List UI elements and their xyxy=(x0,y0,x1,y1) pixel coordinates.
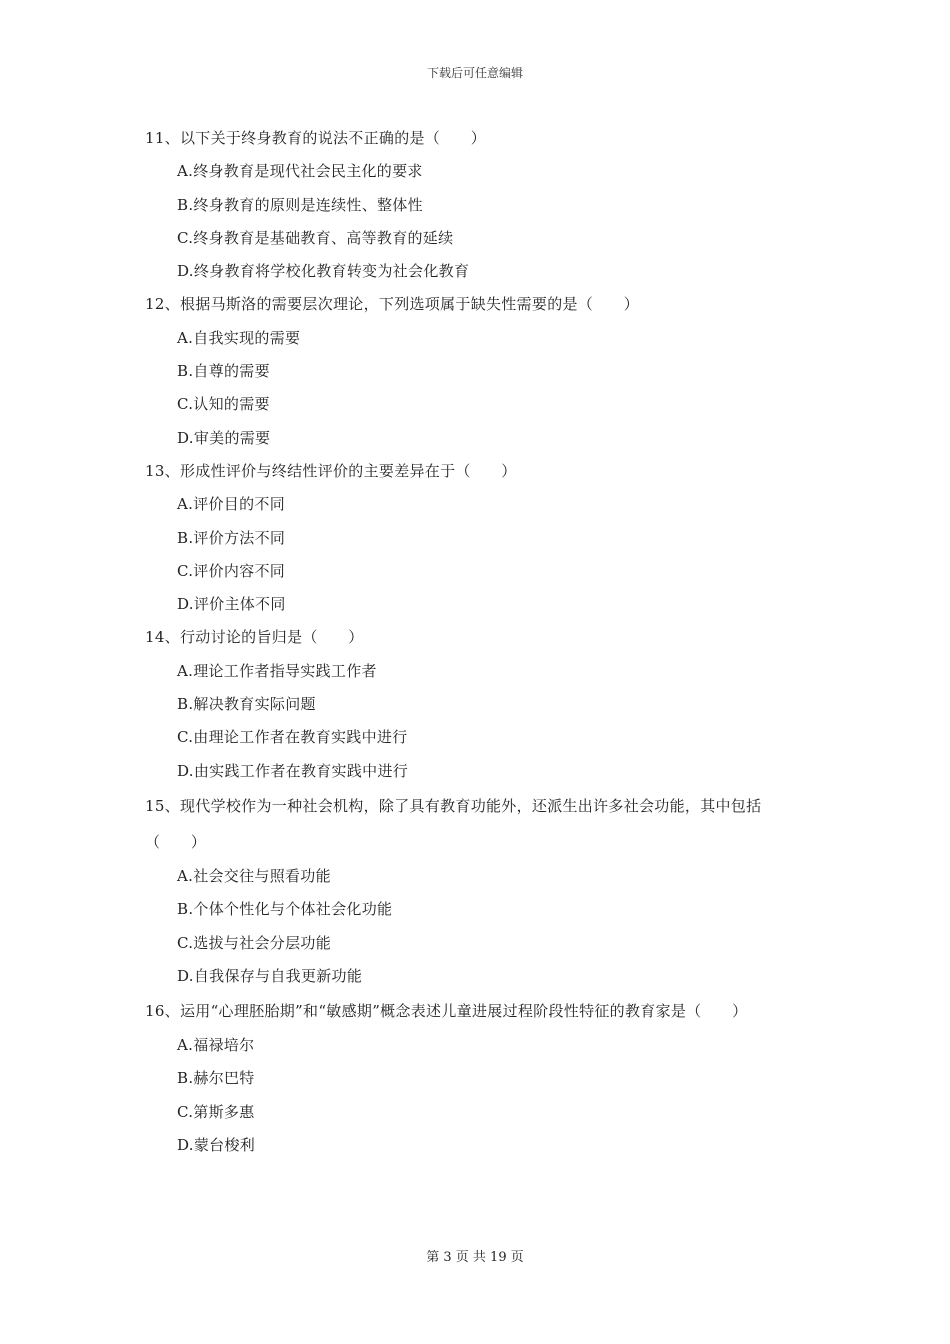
question-stem: 11、以下关于终身教育的说法不正确的是（ ） xyxy=(145,129,486,147)
option-d: D.评价主体不同 xyxy=(177,595,286,614)
option-a: A.福禄培尔 xyxy=(177,1036,255,1055)
question-stem: 16、运用“心理胚胎期”和“敏感期”概念表述儿童进展过程阶段性特征的教育家是（ ） xyxy=(145,1002,748,1021)
question-16 xyxy=(145,993,815,1162)
page-footer: 第 3 页 共 19 页 xyxy=(426,1250,524,1265)
page-header: 下载后可任意编辑 xyxy=(426,66,523,80)
option-c: C.评价内容不同 xyxy=(177,561,286,580)
option-c: C.终身教育是基础教育、高等教育的延续 xyxy=(177,228,454,247)
option-d: D.自我保存与自我更新功能 xyxy=(177,966,363,985)
option-b: B.自尊的需要 xyxy=(177,362,270,381)
option-b: B.赫尔巴特 xyxy=(177,1069,255,1088)
option-a: A.社会交往与照看功能 xyxy=(177,866,331,885)
question-list xyxy=(145,122,815,1162)
option-c: C.认知的需要 xyxy=(177,395,270,414)
option-c: C.选拔与社会分层功能 xyxy=(177,933,332,952)
question-stem: 13、形成性评价与终结性评价的主要差异在于（ ） xyxy=(145,461,517,480)
option-d: D.终身教育将学校化教育转变为社会化教育 xyxy=(177,262,470,281)
option-a: A.自我实现的需要 xyxy=(177,328,301,347)
question-12 xyxy=(145,288,815,454)
question-14 xyxy=(145,621,815,787)
option-c: C.由理论工作者在教育实践中进行 xyxy=(177,728,408,747)
question-13 xyxy=(145,455,815,621)
question-stem: 12、根据马斯洛的需要层次理论，下列选项属于缺失性需要的是（ ） xyxy=(145,295,639,314)
question-11 xyxy=(145,122,815,288)
option-c: C.第斯多惠 xyxy=(177,1102,255,1121)
option-a: A.终身教育是现代社会民主化的要求 xyxy=(177,162,423,181)
question-stem: 15、现代学校作为一种社会机构，除了具有教育功能外，还派生出许多社会功能，其中包括（ ） xyxy=(145,796,762,851)
option-a: A.理论工作者指导实践工作者 xyxy=(177,661,377,680)
option-b: B.终身教育的原则是连续性、整体性 xyxy=(177,195,423,214)
option-d: D.蒙台梭利 xyxy=(177,1136,256,1155)
option-b: B.解决教育实际问题 xyxy=(177,695,316,714)
option-d: D.由实践工作者在教育实践中进行 xyxy=(177,761,409,780)
option-b: B.评价方法不同 xyxy=(177,528,286,547)
question-15 xyxy=(145,788,815,993)
option-a: A.评价目的不同 xyxy=(177,495,286,514)
option-b: B.个体个性化与个体社会化功能 xyxy=(177,900,393,919)
question-stem: 14、行动讨论的旨归是（ ） xyxy=(145,628,364,647)
option-d: D.审美的需要 xyxy=(177,428,271,447)
